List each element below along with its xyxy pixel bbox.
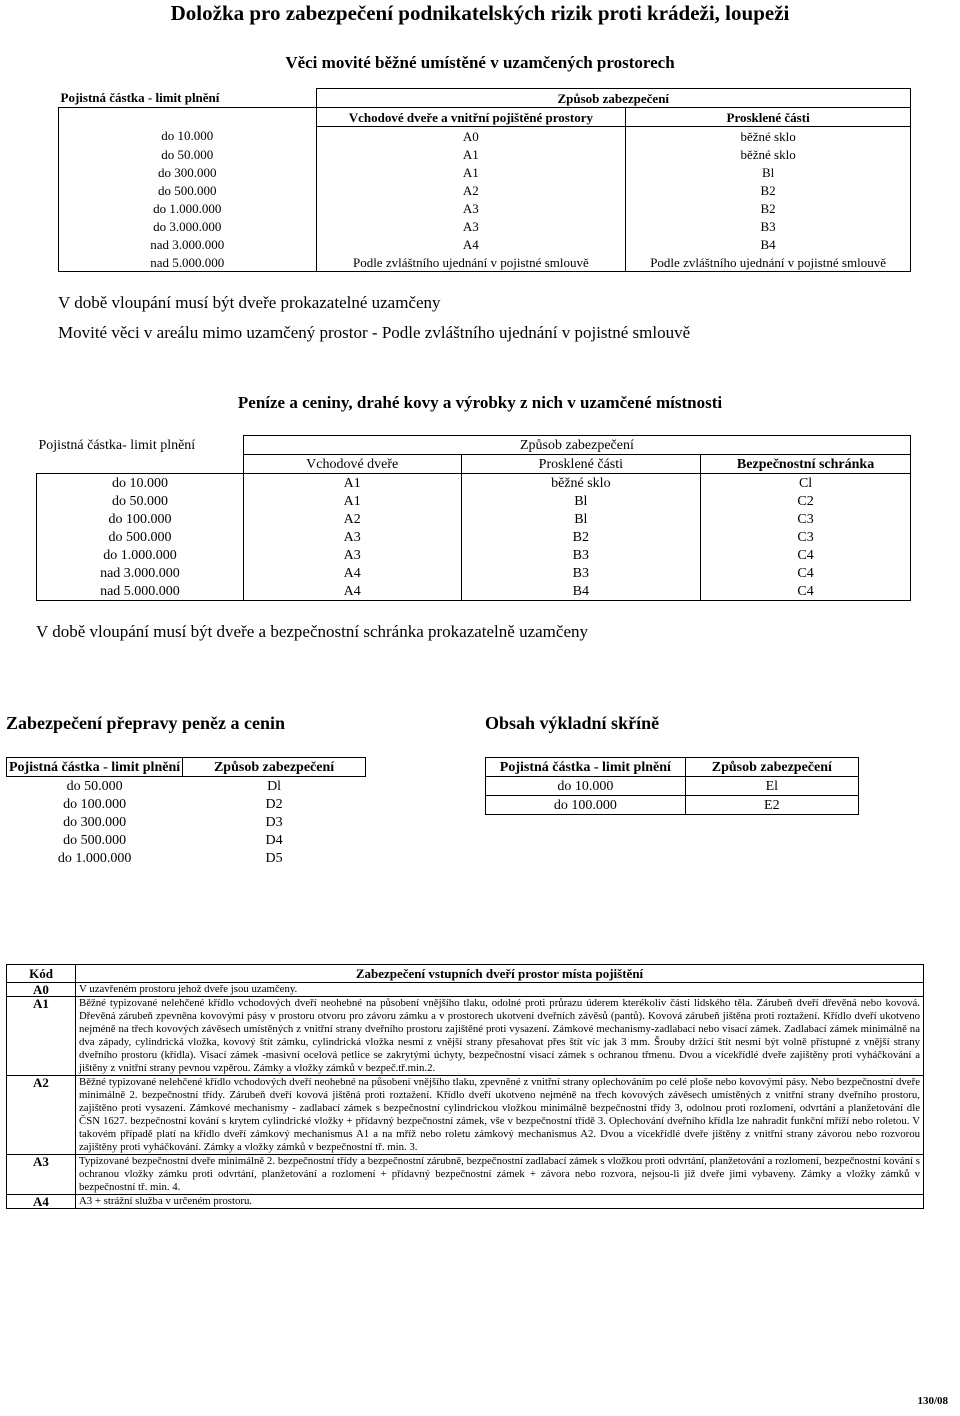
table-row	[37, 492, 911, 510]
doors-cell: A3	[316, 217, 626, 235]
table-row	[59, 235, 911, 253]
table-row	[7, 777, 366, 796]
glass-cell: Bl	[461, 492, 701, 510]
table-row	[486, 796, 859, 815]
table-row	[59, 217, 911, 235]
table-row	[7, 831, 366, 849]
table-row	[7, 1195, 924, 1209]
safe-cell: C4	[701, 564, 911, 582]
section1-note1: V době vloupání musí být dveře prokazatelné uzamčeny	[58, 293, 441, 312]
table-row	[7, 813, 366, 831]
doors-cell: A4	[316, 235, 626, 253]
limit-cell: do 10.000	[486, 777, 686, 796]
doors-cell: A1	[243, 492, 461, 510]
s2-col-method: Způsob zabezpečení	[243, 436, 910, 455]
section2-heading: Peníze a ceniny, drahé kovy a výrobky z nich v uzamčené místnosti	[237, 393, 723, 412]
method-cell: D2	[265, 796, 283, 812]
codes-col-desc: Zabezpečení vstupních dveří prostor místa pojištění	[76, 965, 924, 983]
table-row	[59, 253, 911, 272]
table-row	[7, 1076, 924, 1155]
table-row	[486, 777, 859, 796]
glass-cell: B3	[461, 546, 701, 564]
table-row	[37, 546, 911, 564]
section4-table	[485, 757, 859, 815]
s2-col-glass: Prosklené části	[461, 455, 701, 474]
s4-col-method: Způsob zabezpečení	[685, 758, 858, 777]
glass-cell: Podle zvláštního ujednání v pojistné smlouvě	[626, 253, 911, 272]
limit-cell: do 500.000	[63, 832, 127, 848]
section1-note2: Movité věci v areálu mimo uzamčený prostor - Podle zvláštního ujednání v pojistné smlouvě	[58, 323, 691, 342]
glass-cell: B3	[461, 564, 701, 582]
doors-cell: Podle zvláštního ujednání v pojistné smlouvě	[316, 253, 626, 272]
table-row	[37, 510, 911, 528]
doors-cell: A0	[316, 127, 626, 146]
table-row	[7, 1155, 924, 1195]
method-cell: D3	[265, 814, 283, 830]
code-cell: A2	[7, 1076, 76, 1155]
doors-cell: A2	[316, 181, 626, 199]
glass-cell: B4	[626, 235, 911, 253]
limit-cell: do 50.000	[37, 492, 244, 510]
limit-cell: do 300.000	[59, 163, 317, 181]
limit-cell: do 50.000	[59, 145, 317, 163]
section1-table	[58, 88, 911, 272]
glass-cell: běžné sklo	[626, 127, 911, 146]
doors-cell: A1	[316, 145, 626, 163]
desc-cell: V uzavřeném prostoru jehož dveře jsou uzamčeny.	[76, 983, 924, 997]
method-cell: E2	[685, 796, 858, 815]
glass-cell: běžné sklo	[461, 474, 701, 493]
section2-table	[36, 435, 911, 601]
section3-heading: Zabezpečení přepravy peněz a cenin	[6, 713, 285, 733]
method-cell: D4	[265, 832, 283, 848]
doors-cell: A1	[316, 163, 626, 181]
table-row	[7, 983, 924, 997]
page-title: Doložka pro zabezpečení podnikatelských rizik proti krádeži, loupeži	[170, 1, 790, 25]
limit-cell: nad 3.000.000	[59, 235, 317, 253]
safe-cell: C3	[701, 528, 911, 546]
glass-cell: B4	[461, 582, 701, 601]
limit-cell: do 1.000.000	[37, 546, 244, 564]
method-cell: D5	[265, 850, 283, 866]
glass-cell: B2	[626, 181, 911, 199]
doors-cell: A2	[243, 510, 461, 528]
s3-col-limit: Pojistná částka - limit plnění	[7, 758, 183, 777]
limit-cell: nad 5.000.000	[59, 253, 317, 272]
desc-cell: A3 + strážní služba v určeném prostoru.	[76, 1195, 924, 1209]
limit-cell: do 500.000	[59, 181, 317, 199]
section3-table	[6, 757, 366, 867]
table-row	[37, 564, 911, 582]
table-row	[37, 528, 911, 546]
section2-note: V době vloupání musí být dveře a bezpečnostní schránka prokazatelně uzamčeny	[36, 622, 588, 641]
doors-cell: A3	[243, 546, 461, 564]
limit-cell: do 300.000	[63, 814, 127, 830]
s1-col-limit: Pojistná částka - limit plnění	[60, 90, 220, 106]
limit-cell: do 500.000	[37, 528, 244, 546]
s2-col-limit: Pojistná částka- limit plnění	[38, 437, 196, 453]
doors-cell: A4	[243, 582, 461, 601]
s3-col-method: Způsob zabezpečení	[183, 758, 366, 777]
section1-heading: Věci movité běžné umístěné v uzamčených prostorech	[285, 53, 675, 72]
code-cell: A3	[7, 1155, 76, 1195]
safe-cell: C3	[701, 510, 911, 528]
table-row	[37, 582, 911, 601]
method-cell: El	[685, 777, 858, 796]
desc-cell: Běžné typizované nelehčené křídlo vchodových dveří neohebné na působení vnějšího tlaku, odolné proti průrazu úderem kterékoliv části lidského těla. Zárubeň dveří dřevěná nebo kovová. Dřevěná zárubeň zpevněna kovovými pásy v prostoru otvoru pro závoru zámku a v prostorech ukotvení dveřních závěsů (pantů). Kovová zárubeň jištěna proti roztažení. Křídlo dveří ukotveno nejméně na třech kovových závěsech umístěných z vnitřní strany dveřního prostoru zajištěné proti vysazení. Zámkové mechanismy-zadlabací nebo visací zámek. Zadlabací zámek minimálně na dva západy, cylindrická vložka, kovový štít zámku, cylindrická vložka nesmí z vnější strany přesahovat přes štít víc jak 3 mm. Šrouby držící štít nesmí být volně přístupné z vnější strany dveřního prostoru (křídla). Visací zámek -masivní ocelová petlice se zakrytými úchyty, bezpečnostní visací zámek s ochranou třmenu. Dvou a vícekřídlé dveře zajištěny proti vyháčkování a jištěny z vnitřní strany pevnou vzpěrou. Zámky a vložky zámků v bezpeč.tř.min.2.	[76, 997, 924, 1076]
limit-cell: do 1.000.000	[57, 850, 132, 866]
limit-cell: do 100.000	[486, 796, 686, 815]
table-row	[7, 997, 924, 1076]
safe-cell: C4	[701, 546, 911, 564]
limit-cell: do 50.000	[66, 778, 123, 794]
table-row	[7, 849, 366, 867]
code-cell: A0	[7, 983, 76, 997]
s1-col-method: Způsob zabezpečení	[316, 89, 910, 108]
table-row	[59, 127, 911, 146]
codes-table	[6, 964, 924, 1209]
s1-col-glass: Prosklené části	[626, 108, 911, 127]
codes-col-code: Kód	[7, 965, 76, 983]
s4-col-limit: Pojistná částka - limit plnění	[486, 758, 686, 777]
safe-cell: C2	[701, 492, 911, 510]
code-cell: A4	[7, 1195, 76, 1209]
section4-heading: Obsah výkladní skříně	[485, 713, 660, 733]
code-cell: A1	[7, 997, 76, 1076]
safe-cell: C4	[701, 582, 911, 601]
limit-cell: nad 3.000.000	[37, 564, 244, 582]
doors-cell: A1	[243, 474, 461, 493]
glass-cell: B2	[461, 528, 701, 546]
glass-cell: B3	[626, 217, 911, 235]
safe-cell: Cl	[701, 474, 911, 493]
limit-cell: do 100.000	[37, 510, 244, 528]
s1-col-doors: Vchodové dveře a vnitřní pojištěné prostory	[316, 108, 626, 127]
limit-cell: do 3.000.000	[59, 217, 317, 235]
table-row	[59, 145, 911, 163]
doors-cell: A4	[243, 564, 461, 582]
page-number: 130/08	[917, 1395, 948, 1407]
table-row	[59, 199, 911, 217]
table-row	[59, 181, 911, 199]
glass-cell: B2	[626, 199, 911, 217]
limit-cell: do 100.000	[63, 796, 127, 812]
s2-col-doors: Vchodové dveře	[243, 455, 461, 474]
table-row	[7, 795, 366, 813]
glass-cell: běžné sklo	[626, 145, 911, 163]
table-row	[59, 163, 911, 181]
table-row	[37, 474, 911, 493]
glass-cell: Bl	[626, 163, 911, 181]
doors-cell: A3	[316, 199, 626, 217]
limit-cell: do 10.000	[37, 474, 244, 493]
limit-cell: do 10.000	[59, 127, 317, 146]
limit-cell: nad 5.000.000	[37, 582, 244, 601]
method-cell: Dl	[267, 778, 282, 794]
s2-col-safe: Bezpečnostní schránka	[701, 455, 911, 474]
limit-cell: do 1.000.000	[59, 199, 317, 217]
desc-cell: Běžné typizované nelehčené křídlo vchodových dveří neohebné na působení vnějšího tlaku, zpevněné z vnitřní strany oplechováním po celé ploše nebo kovovými pásy. Nebo bezpečnostní dveře minimálně 2. bezpečnostní třídy. Zárubeň dveří kovová jištěná proti roztažení. Křídlo dveří ukotveno nejméně na třech kovových závěsech umístěných z vnitřní strany dveřního prostoru, zajištěno proti vysazení. Zámkové mechanismy - zadlabací zámek s bezpečnostní cylindrickou vložkou minimálně bezpečnostní třídy 3, odolnou proti rozlomení, odvrtání a planžetování dle ČSN 1627. bezpečnostní kování s krytem cylindrické vložky + přídavný bezpečnostní zámek, vše v bezpečnostní třídě 3. Oplechování dveřního křídla lze nahradit funkční mříží nebo roletou. V takovém případě platí na křídlo dveří zámkový mechanismus A1 a na mříž nebo roletu zámkový mechanismus A2. Dvou a vícekřídlé dveře jištěny z vnitřní strany závorou nebo rozvorou zajištěny proti vyháčkování. Zámky a vložky zámků v bezpečnostní tř. min. 3.	[76, 1076, 924, 1155]
desc-cell: Typizované bezpečnostní dveře minimálně 2. bezpečnostní třídy a bezpečnostní zárubně, bezpečnostní zadlabací zámek s vložkou proti odvrtání, planžetování a rozlomení, bezpečnostní kování s ochranou vložky zámku proti odvrtání, planžetování a rozlomení + přídavný bezpečnostní zámek + závora nebo rozvora, nejsou-li již dveře jimi vybaveny. Zámky a vložky zámků v bezpečnostní tř. min. 4.	[76, 1155, 924, 1195]
doors-cell: A3	[243, 528, 461, 546]
glass-cell: Bl	[461, 510, 701, 528]
